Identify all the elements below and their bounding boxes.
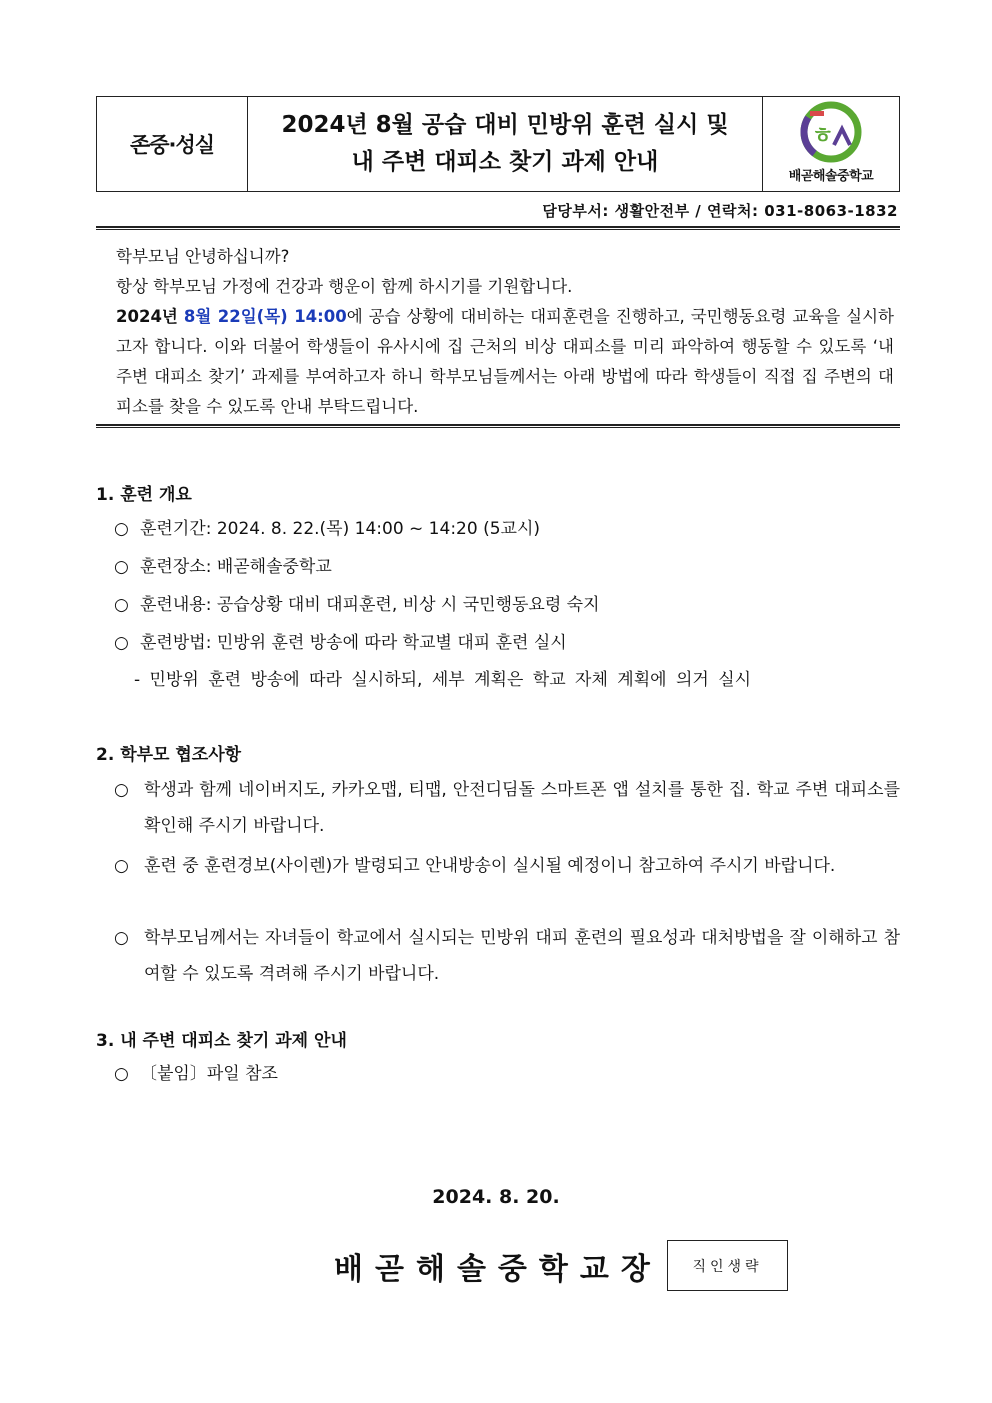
document-title	[248, 97, 763, 191]
document-date: 2024. 8. 20.	[432, 1186, 560, 1208]
sub-item: - 민방위 훈련 방송에 따라 실시하되, 세부 계획은 학교 자체 계획에 의거 실시	[134, 670, 752, 690]
bullet: ○	[114, 780, 129, 800]
contact-separator: /	[695, 202, 702, 220]
item-text: 훈련내용: 공습상황 대비 대피훈련, 비상 시 국민행동요령 숙지	[140, 595, 600, 615]
list-item	[114, 587, 600, 623]
list-item	[114, 920, 900, 992]
item-text: 훈련방법: 민방위 훈련 방송에 따라 학교별 대피 훈련 실시	[140, 633, 567, 653]
bullet: ○	[114, 856, 129, 876]
dept-label: 담당부서:	[542, 202, 609, 220]
phone-number: 031-8063-1832	[764, 202, 898, 220]
item-text: 훈련장소: 배곧해솔중학교	[140, 557, 332, 577]
title-line-1: 2024년 8월 공습 대비 민방위 훈련 실시 및	[281, 112, 729, 138]
item-text: 학부모님께서는 자녀들이 학교에서 실시되는 민방위 대피 훈련의 필요성과 대처방법을 잘 이해하고 참여할 수 있도록 격려해 주시기 바랍니다.	[144, 928, 900, 984]
phone-label: 연락처:	[707, 202, 759, 220]
seal-box: 직인생략	[667, 1240, 788, 1291]
dept-name: 생활안전부	[614, 202, 690, 220]
bullet: ○	[114, 633, 129, 653]
bullet: ○	[114, 1064, 129, 1084]
greeting: 학부모님 안녕하십니까?	[116, 247, 290, 266]
svg-text:ㅎ: ㅎ	[812, 124, 834, 149]
bullet: ○	[114, 557, 129, 577]
intro-text	[104, 242, 894, 422]
bullet: ○	[114, 928, 129, 948]
list-item	[114, 511, 540, 547]
list-item	[114, 549, 332, 585]
intro-body-text: 에 공습 상황에 대비하는 대피훈련을 진행하고, 국민행동요령 교육을 실시하고자 합니다. 이와 더불어 학생들이 유사시에 집 근처의 비상 대피소를 미리 파악하여 행동할 수 있도록 ‘내 주변 대피소 찾기’ 과제를 부여하고자 하니 학부모님들께서는 아래 방법에 따라 학생들이 직접 집 주변의 대피소를 찾을 수 있도록 안내 부탁드립니다.	[116, 307, 894, 416]
intro-body	[104, 302, 894, 422]
item-text: 훈련기간: 2024. 8. 22.(목) 14:00 ~ 14:20 (5교시)	[140, 519, 541, 539]
list-item	[114, 848, 900, 884]
school-logo	[763, 97, 899, 191]
section-3-title: 3. 내 주변 대피소 찾기 과제 안내	[96, 1031, 347, 1051]
wish: 항상 학부모님 가정에 건강과 행운이 함께 하시기를 기원합니다.	[116, 277, 573, 296]
list-item	[114, 772, 900, 844]
divider-intro	[96, 424, 900, 428]
logo-school-name: 배곧해솔중학교	[788, 169, 874, 184]
training-datetime: 8월 22일(목) 14:00	[183, 307, 347, 326]
header-table	[96, 96, 900, 192]
school-motto: 존중·성실	[97, 97, 248, 191]
divider-top	[96, 226, 900, 230]
title-line-2: 내 주변 대피소 찾기 과제 안내	[351, 149, 659, 175]
bullet: ○	[114, 519, 129, 539]
item-text: 훈련 중 훈련경보(사이렌)가 발령되고 안내방송이 실시될 예정이니 참고하여 주시기 바랍니다.	[144, 856, 836, 876]
item-text: 학생과 함께 네이버지도, 카카오맵, 티맵, 안전디딤돌 스마트폰 앱 설치를 통한 집. 학교 주변 대피소를 확인해 주시기 바랍니다.	[144, 780, 900, 836]
section-2-title: 2. 학부모 협조사항	[96, 745, 242, 765]
item-text: 〔붙임〕파일 참조	[140, 1064, 278, 1084]
contact-line	[542, 200, 898, 221]
school-emblem-icon	[796, 101, 866, 163]
signer-name: 배곧해솔중학교장	[334, 1252, 662, 1287]
intro-year: 2024년	[116, 307, 178, 326]
section-1-title: 1. 훈련 개요	[96, 485, 192, 505]
list-item	[114, 1056, 278, 1092]
list-item	[114, 625, 567, 661]
bullet: ○	[114, 595, 129, 615]
